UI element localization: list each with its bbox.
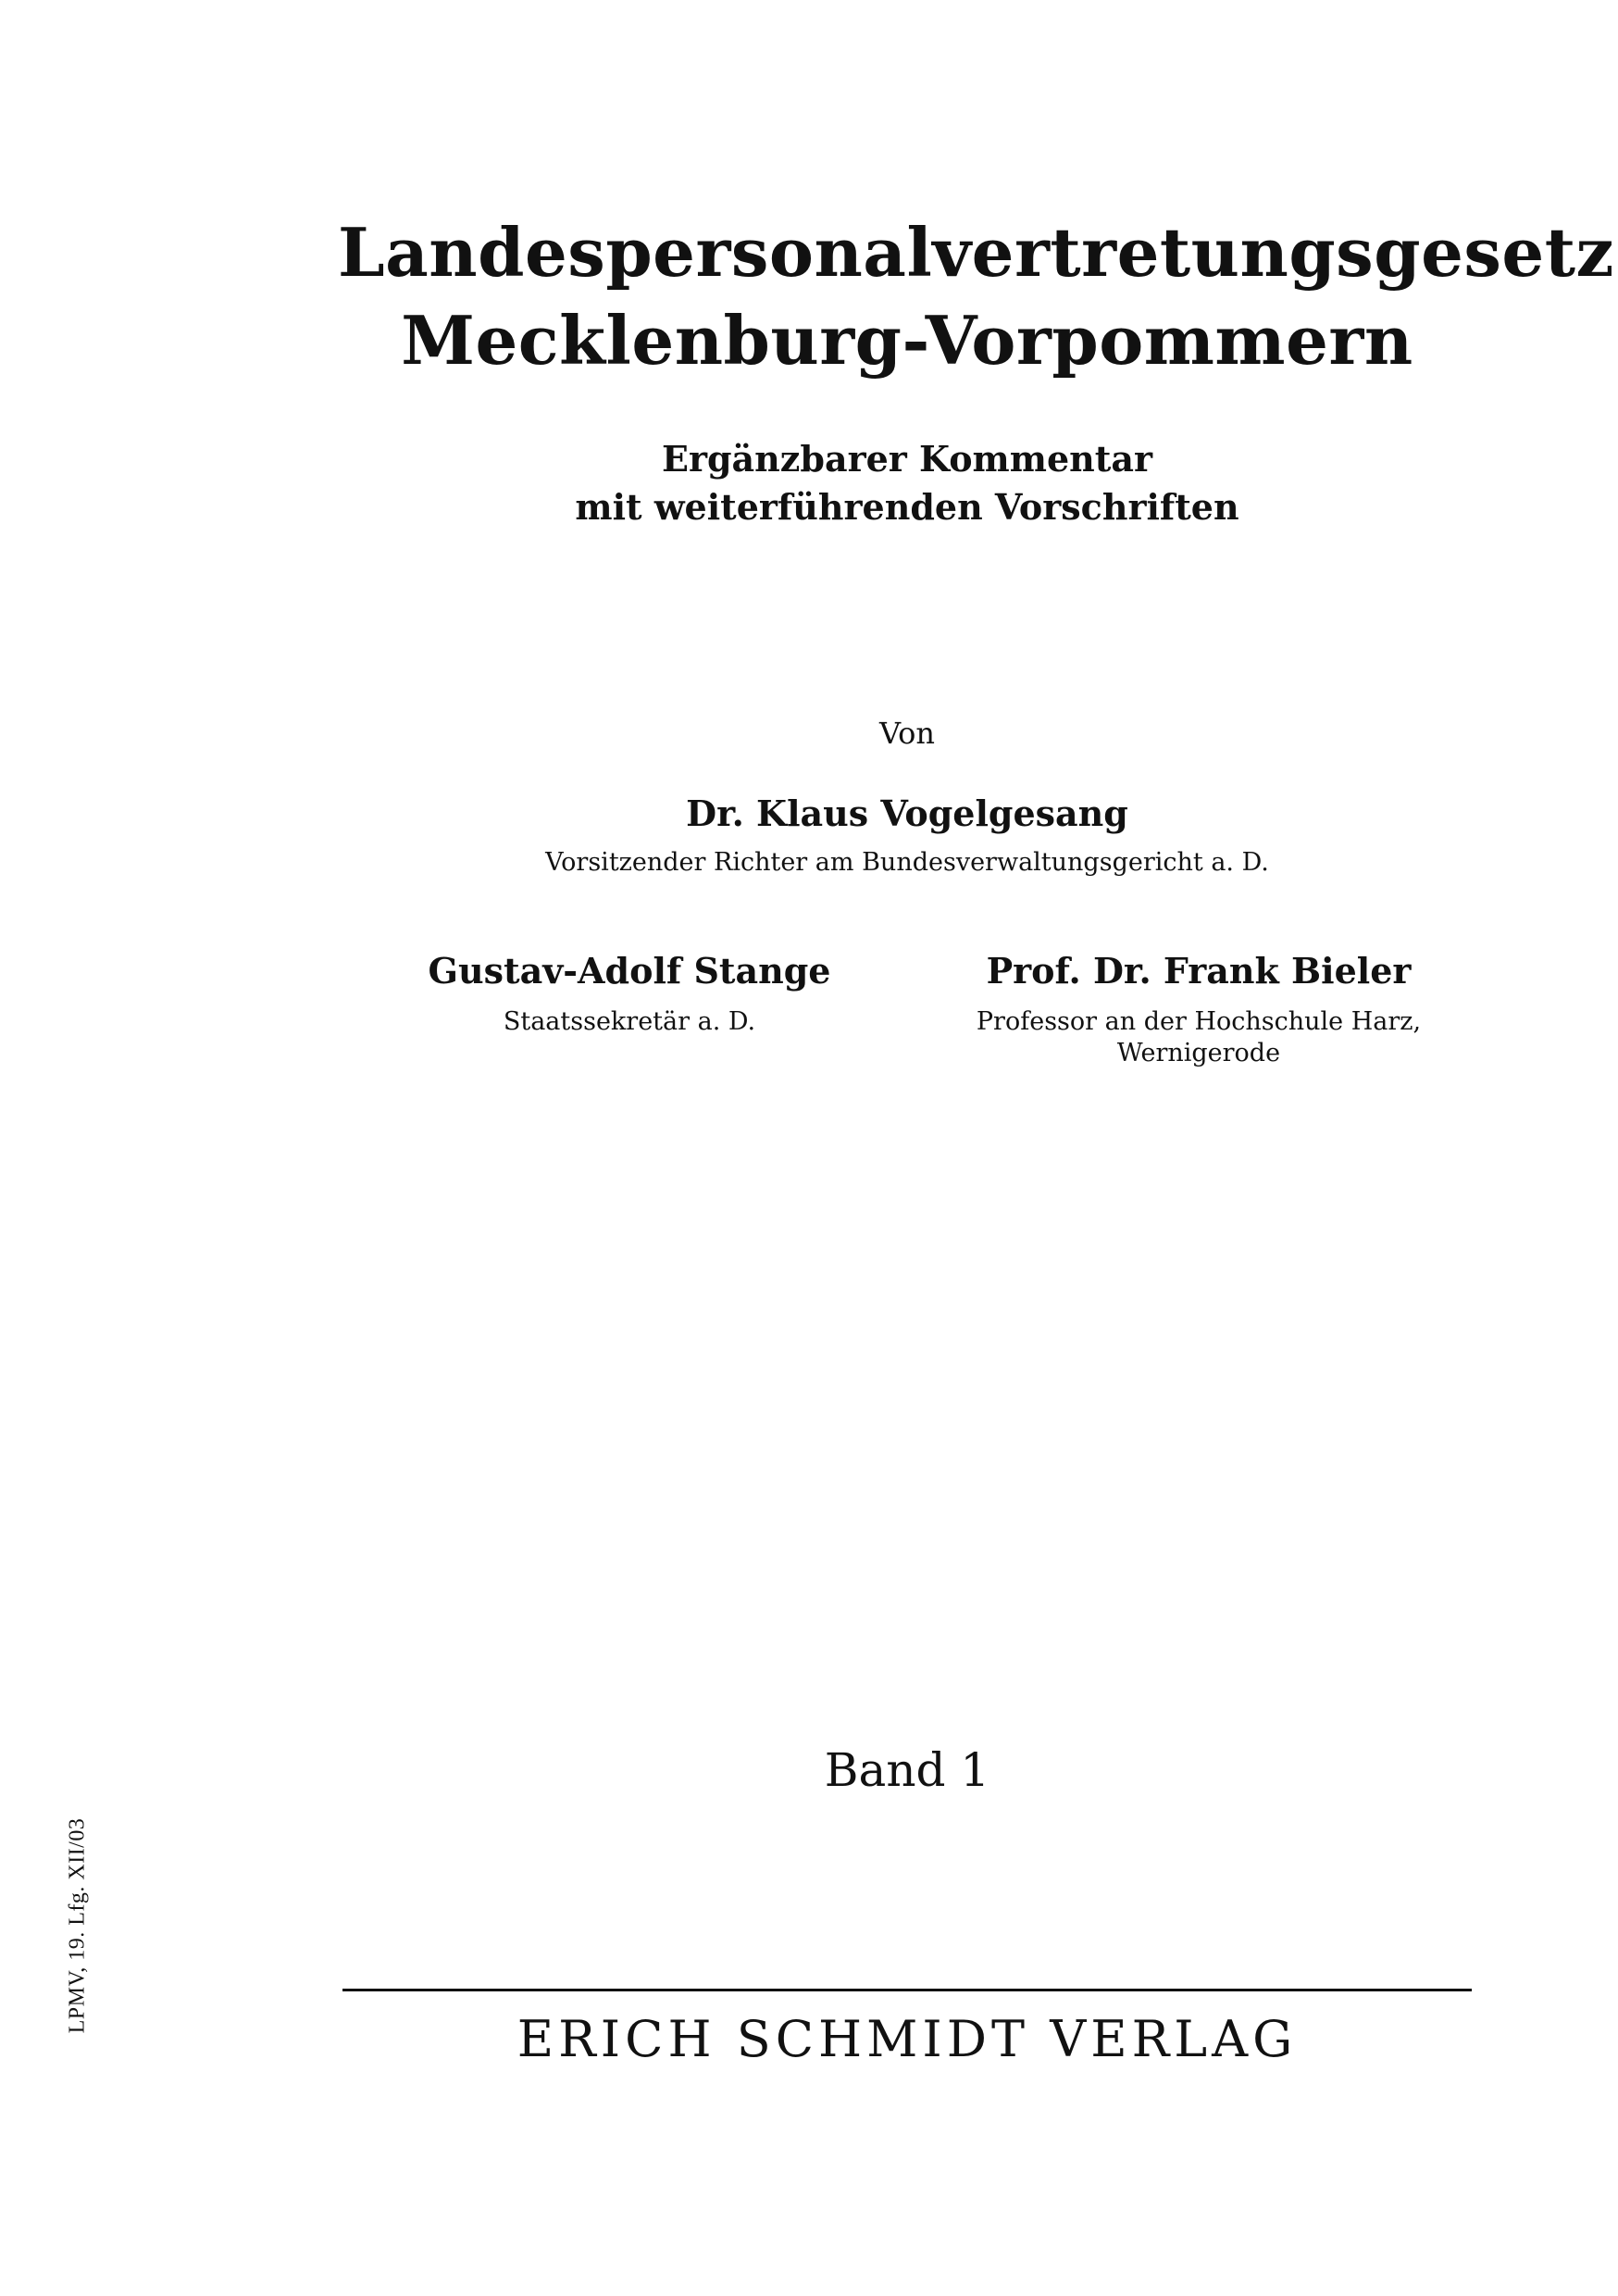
book-subtitle bbox=[338, 435, 1476, 531]
coauthor-name: Prof. Dr. Frank Bieler bbox=[986, 950, 1412, 992]
coauthor-name: Gustav-Adolf Stange bbox=[428, 950, 831, 992]
book-title-line-2: Mecklenburg-Vorpommern bbox=[401, 301, 1413, 380]
coauthor-stange bbox=[398, 949, 861, 1038]
coauthor-role-line-1: Professor an der Hochschule Harz, bbox=[976, 1007, 1422, 1036]
publisher-name: ERICH SCHMIDT VERLAG bbox=[517, 2010, 1298, 2068]
publisher-divider bbox=[342, 1989, 1472, 1991]
book-title-line-1: Landespersonalvertretungsgesetz bbox=[338, 213, 1614, 292]
book-subtitle-line-1: Ergänzbarer Kommentar bbox=[662, 438, 1152, 480]
edition-side-note-text: LPMV, 19. Lfg. XII/03 bbox=[65, 1817, 90, 2034]
book-subtitle-line-2: mit weiterführenden Vorschriften bbox=[575, 486, 1239, 528]
volume-label: Band 1 bbox=[824, 1743, 990, 1797]
by-label: Von bbox=[878, 716, 936, 751]
coauthor-role: Staatssekretär a. D. bbox=[503, 1007, 756, 1036]
book-title bbox=[338, 208, 1614, 384]
main-author-name: Dr. Klaus Vogelgesang bbox=[686, 792, 1128, 834]
main-author-role: Vorsitzender Richter am Bundesverwaltungsgericht a. D. bbox=[545, 848, 1269, 877]
coauthor-role-line-2: Wernigerode bbox=[1116, 1039, 1281, 1067]
coauthor-bieler bbox=[949, 949, 1449, 1069]
coauthor-role bbox=[949, 1006, 1449, 1069]
